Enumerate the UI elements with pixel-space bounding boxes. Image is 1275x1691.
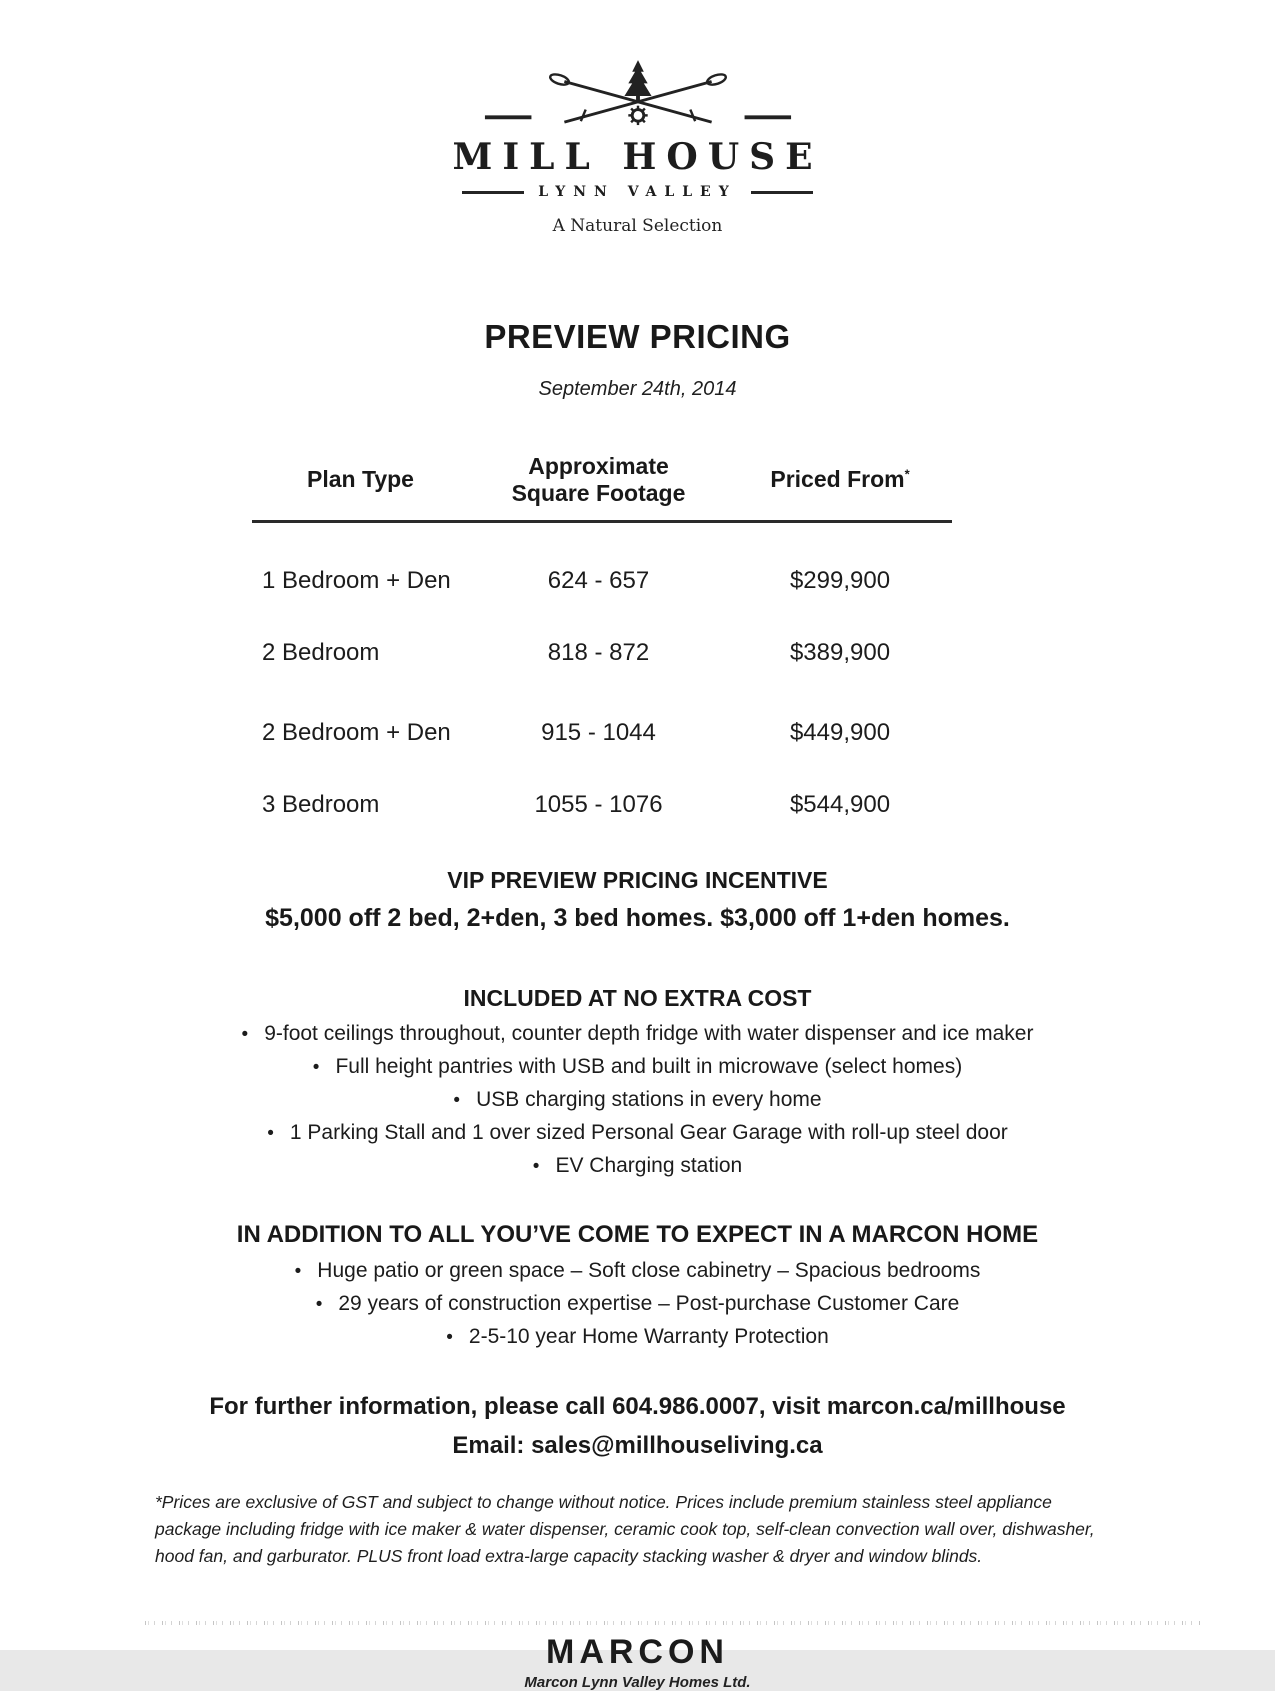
table-row <box>252 719 952 747</box>
bullet-icon: • <box>315 1294 323 1316</box>
table-row <box>252 791 952 819</box>
contact-block <box>0 1388 1275 1465</box>
scan-artifact-line <box>145 1621 1200 1625</box>
contact-phone-line: For further information, please call 604.986.0007, visit marcon.ca/millhouse <box>209 1393 1066 1421</box>
list-item-text: EV Charging station <box>555 1154 743 1178</box>
pricing-table <box>252 453 952 819</box>
column-header-square-footage: Approximate Square Footage <box>511 453 686 506</box>
table-row <box>252 639 952 667</box>
plan-type-cell: 1 Bedroom + Den <box>262 566 451 594</box>
sqft-cell: 1055 - 1076 <box>534 790 663 818</box>
sqft-cell: 624 - 657 <box>547 566 650 594</box>
plan-type-cell: 3 Bedroom <box>262 790 380 818</box>
list-item <box>0 1326 1275 1348</box>
bullet-icon: • <box>312 1057 320 1079</box>
list-item <box>0 1155 1275 1177</box>
contact-email-line: Email: sales@millhouseliving.ca <box>452 1431 823 1459</box>
sqft-cell: 915 - 1044 <box>541 718 656 746</box>
brand-subtitle-row <box>0 184 1275 200</box>
crossed-ski-poles-tree-gear-icon <box>483 60 793 132</box>
price-cell: $389,900 <box>789 638 891 666</box>
priced-from-asterisk: * <box>904 466 910 482</box>
list-item-text: 2-5-10 year Home Warranty Protection <box>468 1325 829 1349</box>
millhouse-brand-block <box>0 0 1275 236</box>
brand-tagline: A Natural Selection <box>552 216 723 236</box>
vip-incentive-text: $5,000 off 2 bed, 2+den, 3 bed homes. $3,000 off 1+den homes. <box>265 903 1010 932</box>
plan-type-cell: 2 Bedroom + Den <box>262 718 451 746</box>
sqft-cell: 818 - 872 <box>547 638 650 666</box>
list-item-text: 29 years of construction expertise – Post-purchase Customer Care <box>338 1292 960 1316</box>
bullet-icon: • <box>532 1156 540 1178</box>
marcon-company-name: Marcon Lynn Valley Homes Ltd. <box>524 1673 751 1691</box>
bullet-icon: • <box>453 1090 461 1112</box>
price-cell: $449,900 <box>789 718 891 746</box>
list-item-text: 1 Parking Stall and 1 over sized Personal Gear Garage with roll-up steel door <box>289 1121 1008 1145</box>
bullet-icon: • <box>241 1023 249 1045</box>
table-header-rule <box>252 520 952 523</box>
list-item-text: Huge patio or green space – Soft close cabinetry – Spacious bedrooms <box>317 1259 981 1283</box>
list-item-text: 9-foot ceilings throughout, counter depth fridge with water dispenser and ice maker <box>264 1021 1034 1045</box>
column-header-priced-from <box>728 466 952 492</box>
price-disclaimer: *Prices are exclusive of GST and subject to change without notice. Prices include premium stainless steel appliance package including fridge with ice maker & water dispenser, ceramic cook top, self-clean convection wall over, dishwasher, hood fan, and garburator. PLUS front load extra-large capacity stacking washer & dryer and window blinds. <box>155 1492 1095 1567</box>
pricing-table-header <box>252 453 952 506</box>
included-list <box>0 1023 1275 1177</box>
plan-type-cell: 2 Bedroom <box>262 638 380 666</box>
bullet-icon: • <box>267 1123 274 1145</box>
page-title: PREVIEW PRICING <box>484 318 791 355</box>
list-item <box>0 1122 1275 1144</box>
price-cell: $544,900 <box>789 790 891 818</box>
list-item <box>0 1260 1275 1282</box>
vip-incentive-heading: VIP PREVIEW PRICING INCENTIVE <box>447 866 828 893</box>
brand-name: MILL HOUSE <box>452 136 823 178</box>
addition-heading: IN ADDITION TO ALL YOU’VE COME TO EXPECT IN A MARCON HOME <box>236 1221 1039 1249</box>
list-item <box>0 1293 1275 1315</box>
price-cell: $299,900 <box>789 566 891 594</box>
column-header-plan-type: Plan Type <box>307 466 414 493</box>
right-rule <box>751 191 813 194</box>
marcon-logo: MARCON <box>546 1632 729 1671</box>
bullet-icon: • <box>294 1261 302 1283</box>
marcon-footer <box>0 1633 1275 1691</box>
priced-from-label: Priced From <box>770 466 905 493</box>
bullet-icon: • <box>446 1327 453 1349</box>
table-row <box>252 567 952 595</box>
list-item <box>0 1089 1275 1111</box>
document-date: September 24th, 2014 <box>538 378 737 401</box>
list-item <box>0 1023 1275 1045</box>
brand-subtitle: LYNN VALLEY <box>538 184 737 200</box>
list-item <box>0 1056 1275 1078</box>
list-item-text: USB charging stations in every home <box>476 1088 822 1112</box>
included-heading: INCLUDED AT NO EXTRA COST <box>463 984 812 1011</box>
addition-list <box>0 1260 1275 1348</box>
list-item-text: Full height pantries with USB and built in microwave (select homes) <box>335 1055 963 1079</box>
left-rule <box>462 191 524 194</box>
